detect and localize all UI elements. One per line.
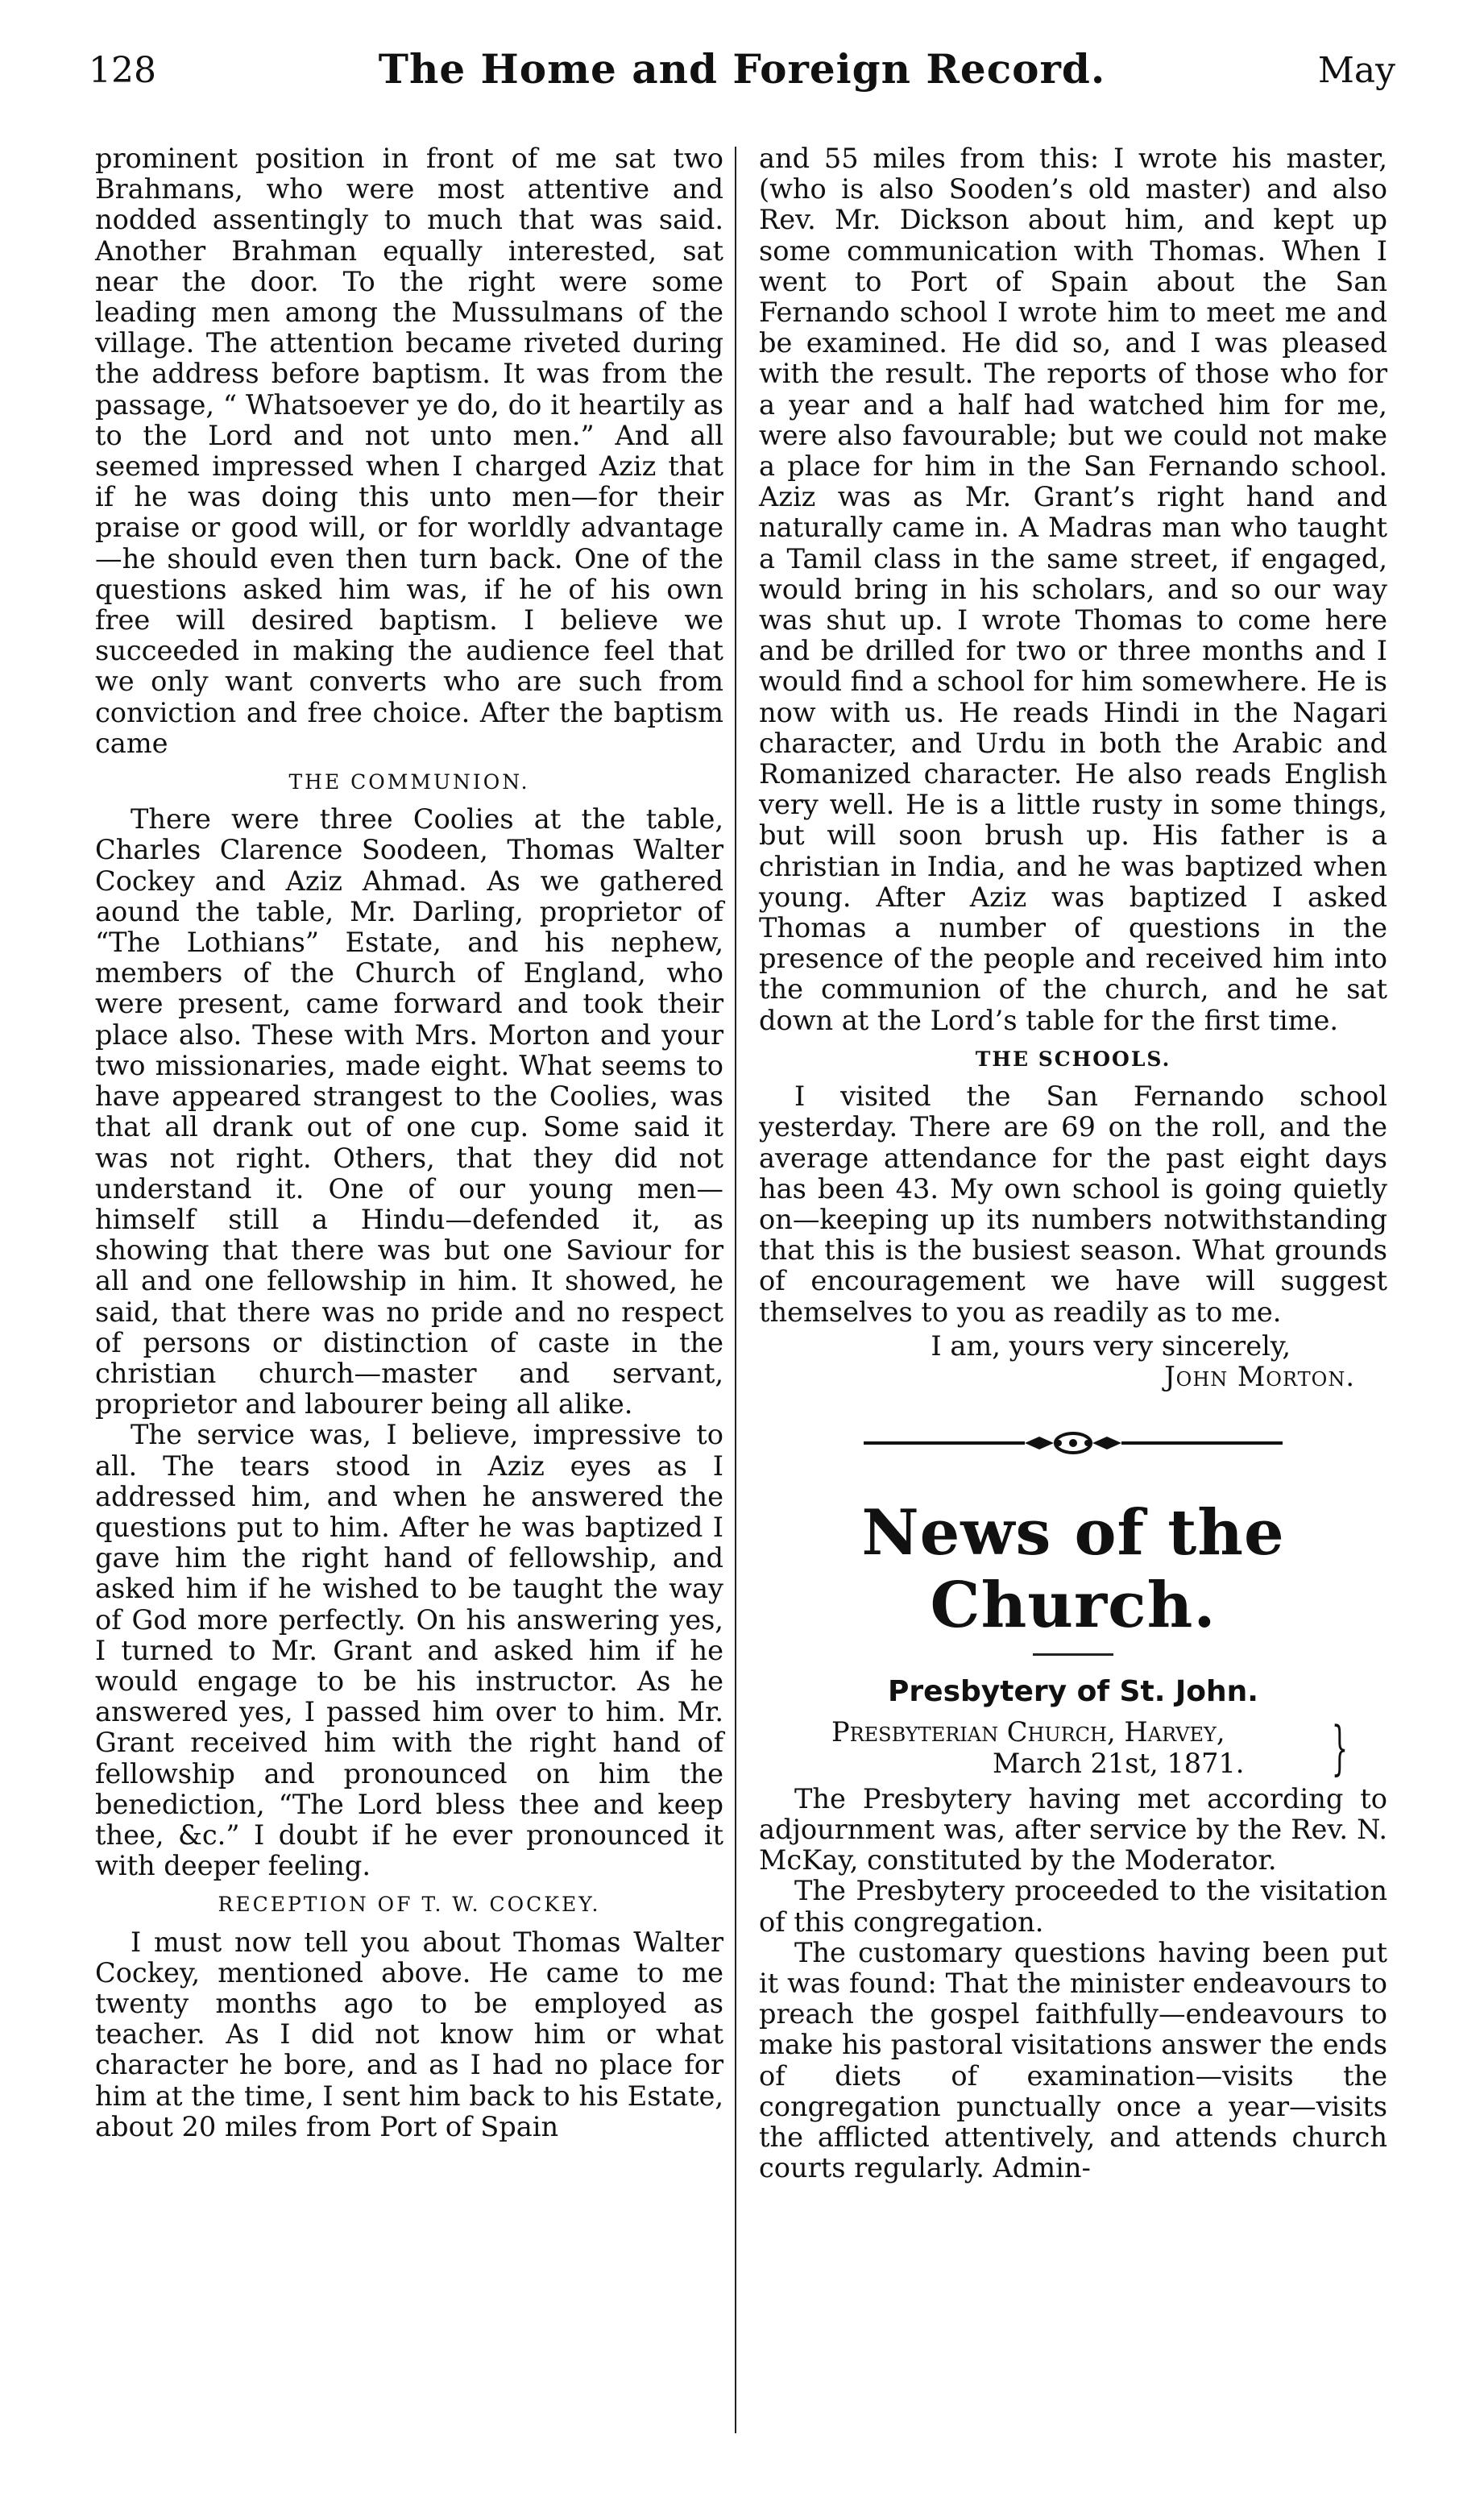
paragraph: I visited the San Fernando school yesterday. There are 69 on the roll, and the average attendance for the past eight days has been 43. My own school is going quietly on—keeping up its numbers notwithstanding that this is the busiest season. What grounds of encouragement we have will suggest themselves to you as readily as to me. xyxy=(759,1080,1387,1328)
dateline-date: March 21st, 1871. xyxy=(993,1747,1245,1779)
section-title: News of the Church. xyxy=(861,1496,1285,1643)
presbytery-title: Presbytery of St. John. xyxy=(888,1675,1258,1709)
signature: John Morton. xyxy=(1164,1360,1355,1392)
heading-reception: RECEPTION OF T. W. COCKEY. xyxy=(218,1893,601,1917)
paragraph: and 55 miles from this: I wrote his master, (who is also Sooden’s old master) and also Rev. Mr. Dickson about him, and kept up some communication with Thomas. When I went to Port of Spain about the San Fernando school I wrote him to meet me and be examined. He did so, and I was pleased with the result. The reports of those who for a year and a half had watched him for me, were also favourable; but we could not make a place for him in the San Fernando school. Aziz was as Mr. Grant’s right hand and naturally came in. A Madras man who taught a Tamil class in the same street, if engaged, would bring in his scholars, and so our way was shut up. I wrote Thomas to come here and be drilled for two or three months and I would find a school for him somewhere. He is now with us. He reads Hindi in the Nagari character, and Urdu in both the Arabic and Romanized character. He also reads English very well. He is a little rusty in some things, but will soon brush up. His father is a christian in India, and he was baptized when young. After Aziz was baptized I asked Thomas a number of questions in the presence of the people and received him into the communion of the church, and he sat down at the Lord’s table for the first time. xyxy=(759,143,1387,1036)
paragraph: The customary questions having been put it was found: That the minister endeavours to preach the gospel faithfully—endeavours to make his pastoral visitations answer the ends of diets of examination—visits the congregation punctually once a year—visits the afflicted attentively, and attends church courts regularly. Admin- xyxy=(759,1936,1387,2184)
paragraph: I must now tell you about Thomas Walter Cockey, mentioned above. He came to me twenty months ago to be employed as teacher. As I did not know him or what character he bore, and as I had no place for him at the time, I sent him back to his Estate, about 20 miles from Port of Spain xyxy=(95,1926,723,2142)
heading-schools: THE SCHOOLS. xyxy=(975,1047,1171,1071)
page-number: 128 xyxy=(89,50,156,91)
letter-signoff xyxy=(759,1331,1387,1392)
paragraph: The Presbytery proceeded to the visitation of this congregation. xyxy=(759,1875,1387,1938)
ornament-rule xyxy=(864,1429,1283,1457)
column-divider xyxy=(735,147,736,2433)
dateline xyxy=(759,1714,1387,1782)
closing-line: I am, yours very sincerely, xyxy=(931,1329,1291,1362)
brace-glyph: } xyxy=(1331,1714,1349,1782)
header-month: May xyxy=(1317,50,1395,91)
left-column xyxy=(95,143,723,2142)
title-rule xyxy=(1033,1653,1113,1656)
page-header xyxy=(89,45,1395,102)
heading-communion: THE COMMUNION. xyxy=(288,770,530,794)
paragraph: The service was, I believe, impressive to all. The tears stood in Aziz eyes as I addressed him, and when he answered the questions put to him. After he was baptized I gave him the right hand of fellowship, and asked him if he wished to be taught the way of God more perfectly. On his answering yes, I turned to Mr. Grant and asked him if he would engage to be his instructor. As he answered yes, I passed him over to him. Mr. Grant received him with the right hand of fellowship and pronounced on him the benediction, “The Lord bless thee and keep thee, &c.” I doubt if he ever pronounced it with deeper feeling. xyxy=(95,1419,723,1882)
right-column xyxy=(759,143,1387,2183)
dateline-place: Presbyterian Church, Harvey, xyxy=(831,1716,1225,1748)
paragraph: prominent position in front of me sat two Brahmans, who were most attentive and nodded assentingly to much that was said. Another Brahman equally interested, sat near the door. To the right were some leading men among the Mussulmans of the village. The attention became riveted during the address before baptism. It was from the passage, “ Whatsoever ye do, do it heartily as to the Lord and not unto men.” And all seemed impressed when I charged Aziz that if he was doing this unto men—for their praise or good will, or for worldly advantage—he should even then turn back. One of the questions asked him was, if he of his own free will desired baptism. I believe we succeeded in making the audience feel that we only want converts who are such from conviction and free choice. After the baptism came xyxy=(95,143,723,759)
journal-title: The Home and Foreign Record. xyxy=(378,45,1106,93)
paragraph: The Presbytery having met according to adjournment was, after service by the Rev. N. McKay, constituted by the Moderator. xyxy=(759,1782,1387,1877)
paragraph: There were three Coolies at the table, Charles Clarence Soodeen, Thomas Walter Cockey and Aziz Ahmad. As we gathered aound the table, Mr. Darling, proprietor of “The Lothians” Estate, and his nephew, members of the Church of England, who were present, came forward and took their place also. These with Mrs. Morton and your two missionaries, made eight. What seems to have appeared strangest to the Coolies, was that all drank out of one cup. Some said it was not right. Others, that they did not understand it. One of our young men—himself still a Hindu—defended it, as showing that there was but one Saviour for all and one fellowship in him. It showed, he said, that there was no pride and no respect of persons or distinction of caste in the christian church—master and servant, proprietor and labourer being all alike. xyxy=(95,803,723,1420)
